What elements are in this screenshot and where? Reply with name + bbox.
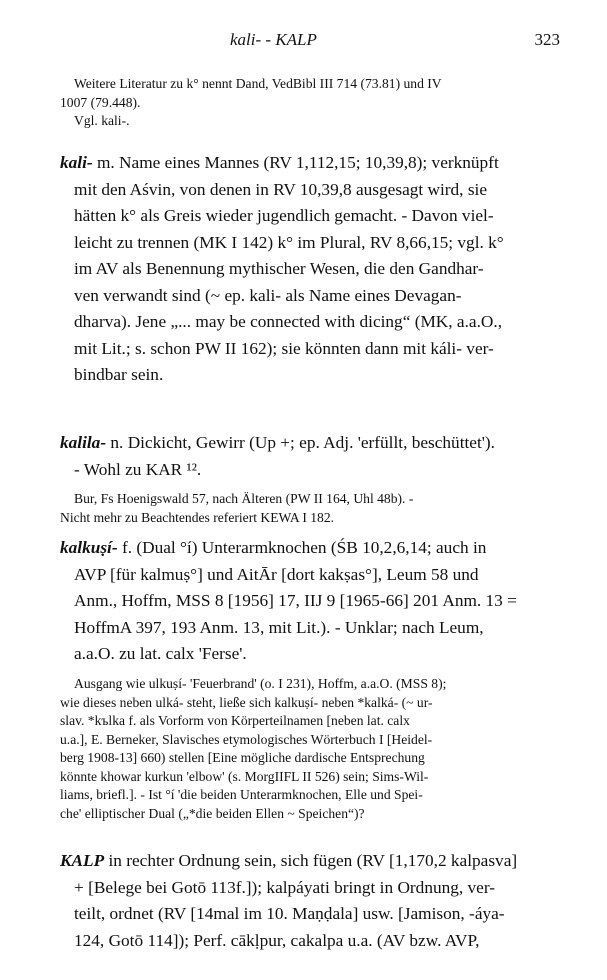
note-line: che' elliptischer Dual („*die beiden Ellen ~ Speichen“)? [60, 805, 365, 821]
note-line: u.a.], E. Berneker, Slavisches etymologisches Wörterbuch I [Heidel- [60, 731, 433, 747]
entry-kali [60, 150, 560, 389]
entry-first-line [60, 430, 560, 457]
note-line: berg 1908-13] 660) stellen [Eine mögliche dardische Entsprechung [60, 750, 425, 765]
entry-line: a.a.O. zu lat. calx 'Ferse'. [74, 644, 247, 663]
entry-line: HoffmA 397, 193 Anm. 13, mit Lit.). - Unklar; nach Leum, [74, 617, 484, 637]
page-number: 323 [534, 30, 560, 49]
note-line: wie dieses neben ulká- steht, ließe sich kalkuṣí- neben *kalká- (~ ur- [60, 694, 433, 710]
entry-lemma: kali- [60, 153, 93, 172]
entry-line: dharva). Jene „... may be connected with dicing“ (MK, a.a.O., [74, 312, 503, 331]
entry-line: Anm., Hoffm, MSS 8 [1956] 17, IIJ 9 [1965-66] 201 Anm. 13 = [74, 591, 517, 610]
note-kalkusi [60, 675, 560, 823]
entry-line: leicht zu trennen (MK I 142) k° im Plural, RV 8,66,15; vgl. k° [74, 232, 504, 252]
running-header [60, 30, 560, 56]
top-literature-note [60, 75, 560, 131]
entry-line: 124, Gotō 114]); Perf. cākḷpur, cakalpa u.a. (AV bzw. AVP, [74, 930, 480, 950]
entry-kalp [60, 848, 560, 954]
note-line: könnte khowar kurkun 'elbow' (s. MorgIIFL II 526) sein; Sims-Wil- [60, 768, 429, 784]
entry-text: n. Dickicht, Gewirr (Up +; ep. Adj. 'erfüllt, beschüttet'). [106, 433, 495, 452]
entry-first-line [60, 848, 560, 875]
entry-line: teilt, ordnet (RV [14mal im 10. Maṇḍala] usw. [Jamison, -áya- [74, 904, 505, 923]
note-line: Vgl. kali-. [74, 113, 130, 128]
note-line: Weitere Literatur zu k° nennt Dand, VedBibl III 714 (73.81) und IV [74, 76, 442, 91]
entry-line: AVP [für kalmuṣ°] und AitĀr [dort kakṣas°], Leum 58 und [74, 564, 479, 584]
note-line: 1007 (79.448). [60, 94, 141, 110]
entry-lemma: kalkuṣí- [60, 538, 118, 557]
entry-line: + [Belege bei Gotō 113f.]); kalpáyati bringt in Ordnung, ver- [74, 877, 495, 897]
header-title: kali- - KALP [230, 30, 317, 49]
entry-kalkusi [60, 535, 560, 668]
entry-line: - Wohl zu KAR ¹². [74, 459, 202, 479]
entry-line: im AV als Benennung mythischer Wesen, die den Gandhar- [74, 259, 484, 278]
entry-line: mit Lit.; s. schon PW II 162); sie könnten dann mit káli- ver- [74, 338, 494, 358]
note-line: slav. *kъlka f. als Vorform von Körperteilnamen [neben lat. calx [60, 713, 410, 728]
note-line: Bur, Fs Hoenigswald 57, nach Älteren (PW II 164, Uhl 48b). - [74, 491, 414, 506]
note-kalila [60, 490, 560, 527]
entry-kalila [60, 430, 560, 483]
entry-line: bindbar sein. [74, 365, 164, 384]
entry-first-line [60, 150, 560, 177]
entry-lemma: kalila- [60, 433, 107, 452]
note-line: Ausgang wie ulkuṣí- 'Feuerbrand' (o. I 231), Hoffm, a.a.O. (MSS 8); [74, 676, 447, 691]
entry-text: f. (Dual °í) Unterarmknochen (ŚB 10,2,6,14; auch in [117, 538, 487, 557]
entry-text: in rechter Ordnung sein, sich fügen (RV [1,170,2 kalpasva] [104, 851, 518, 870]
note-line: liams, briefl.]. - Ist °í 'die beiden Unterarmknochen, Elle und Spei- [60, 787, 423, 802]
entry-first-line [60, 535, 560, 562]
entry-line: hätten k° als Greis wieder jugendlich gemacht. - Davon viel- [74, 206, 494, 225]
entry-text: m. Name eines Mannes (RV 1,112,15; 10,39,8); verknüpft [92, 153, 499, 172]
note-line: Nicht mehr zu Beachtendes referiert KEWA I 182. [60, 509, 335, 525]
entry-line: mit den Aśvin, von denen in RV 10,39,8 ausgesagt wird, sie [74, 179, 488, 199]
entry-line: ven verwandt sind (~ ep. kali- als Name eines Devagan- [74, 285, 462, 305]
entry-lemma: KALP [60, 851, 105, 870]
